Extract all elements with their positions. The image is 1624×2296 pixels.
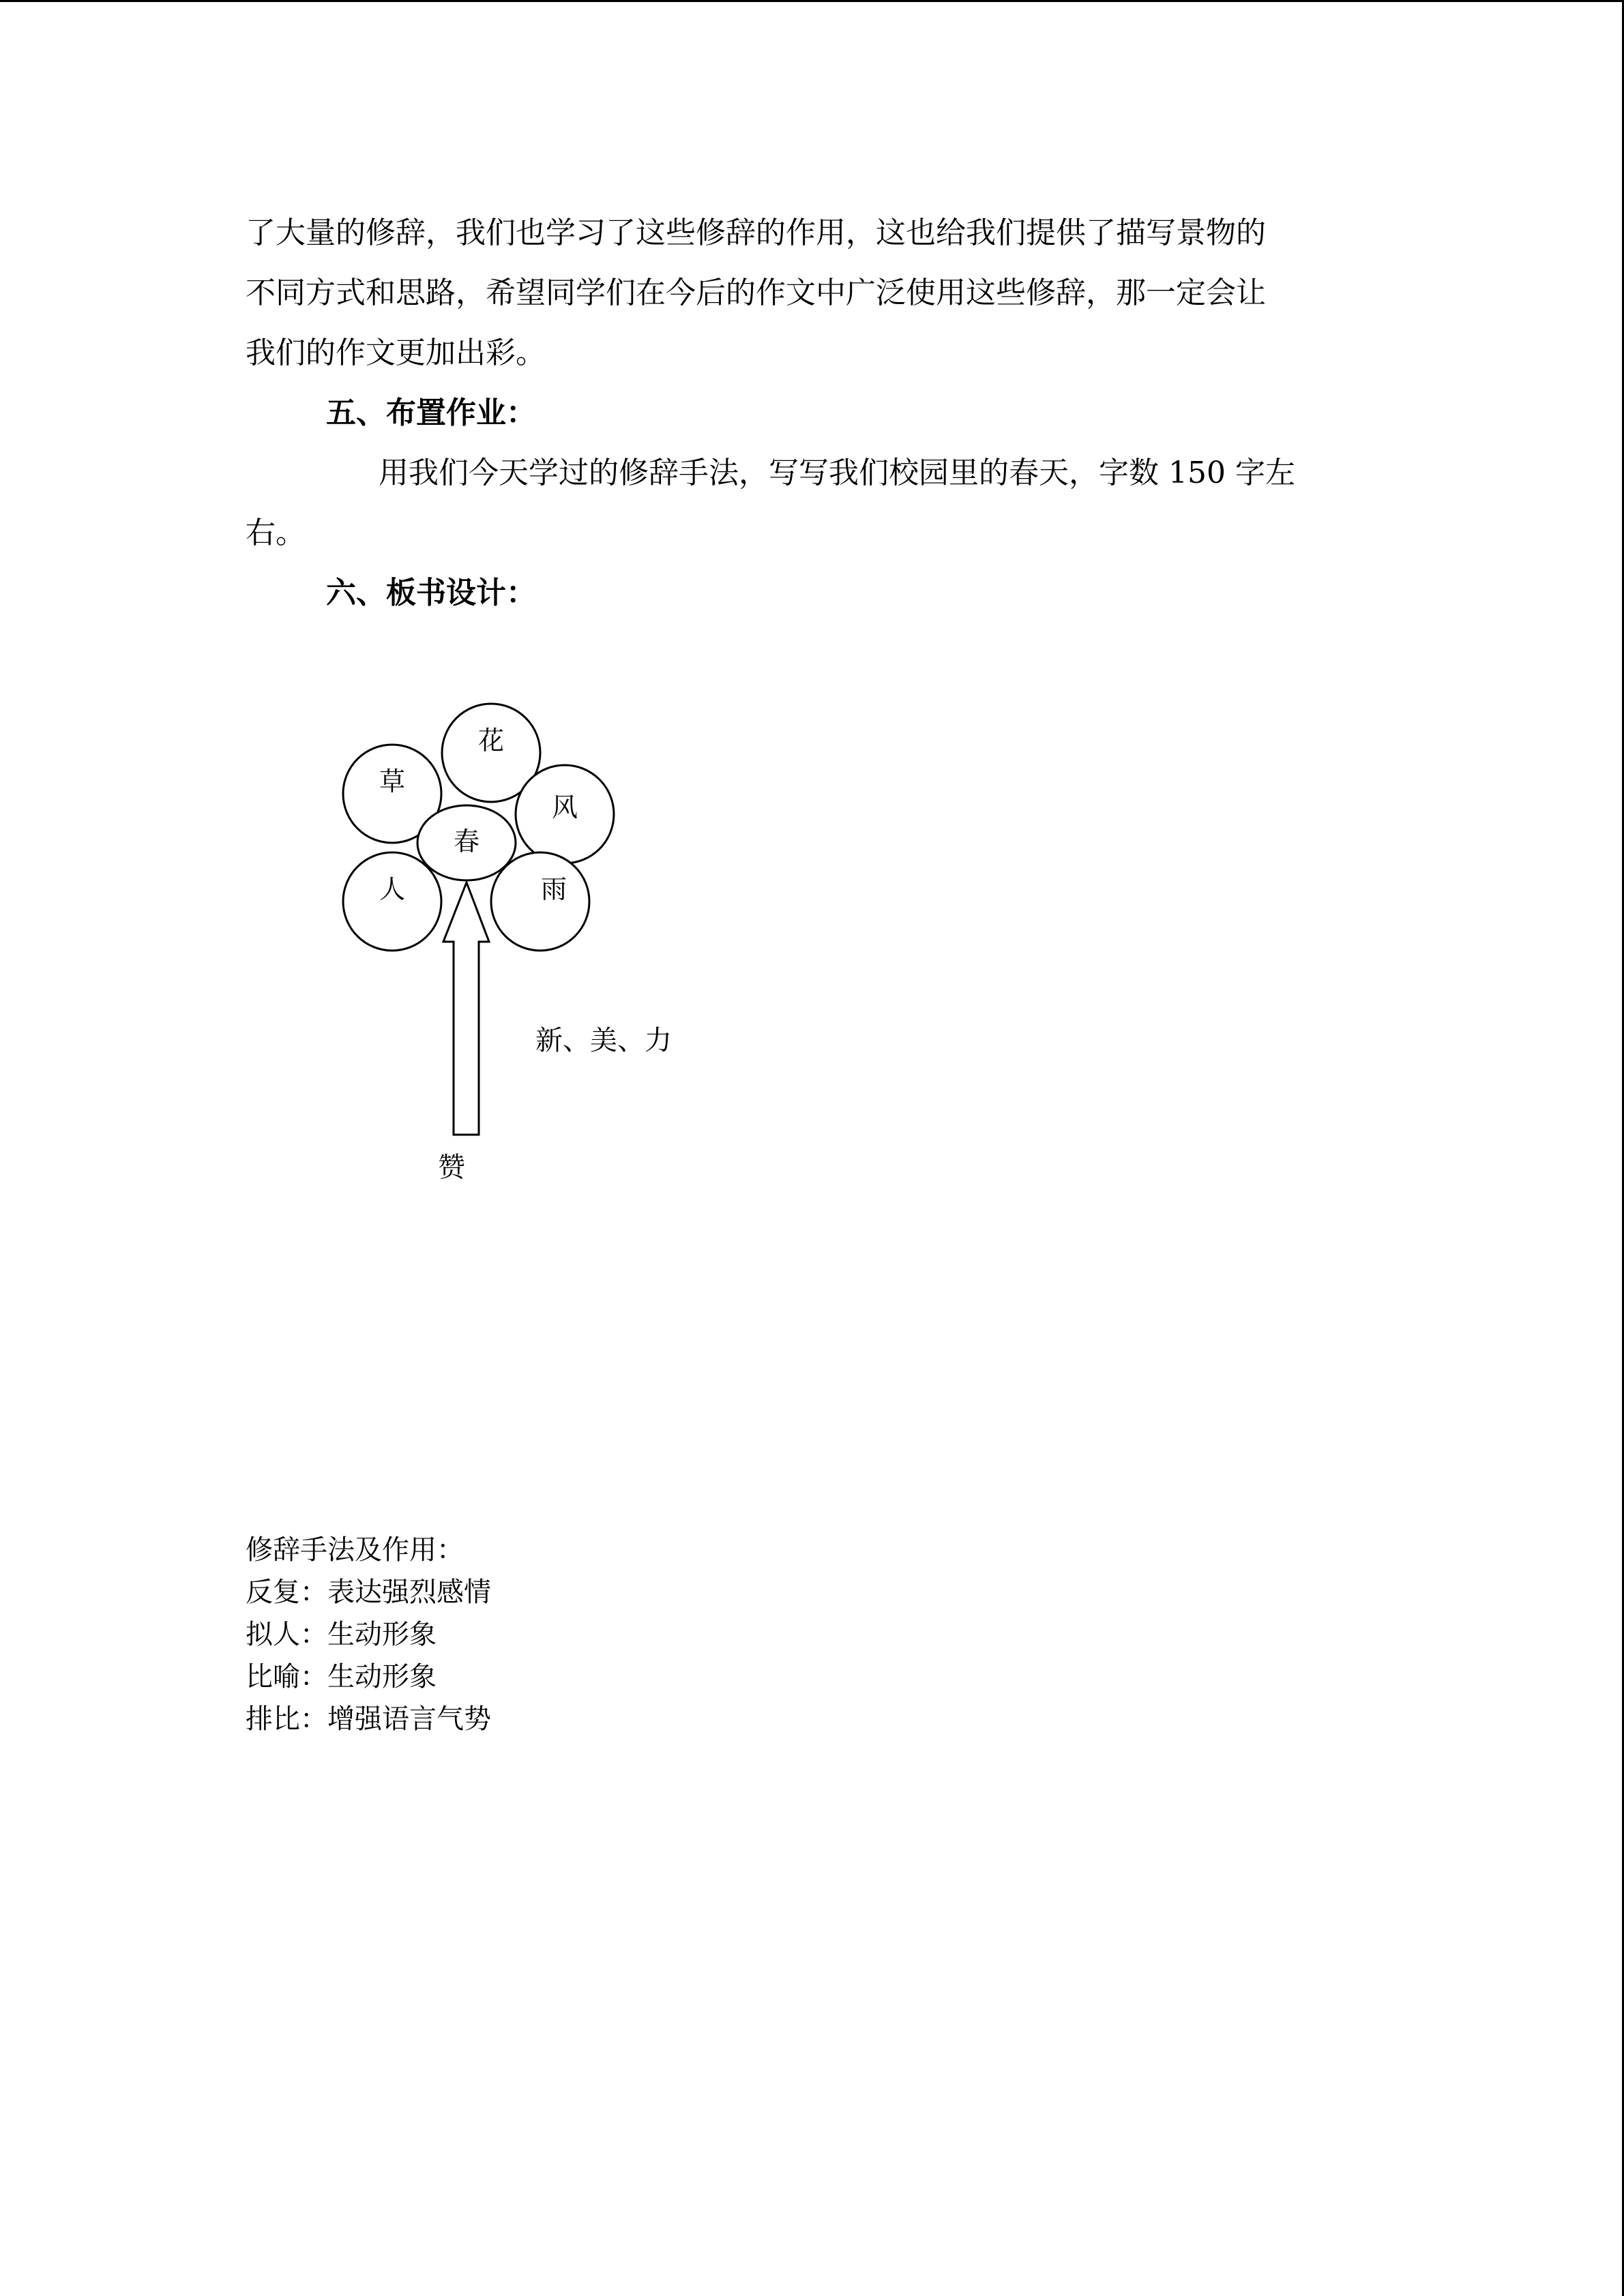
page-border-top <box>0 0 1624 2</box>
notes-item-repetition: 反复：表达强烈感情 <box>246 1577 491 1608</box>
rhetoric-notes <box>246 1529 491 1740</box>
paragraph-line-3: 我们的作文更加出彩。 <box>246 336 546 370</box>
homework-line-2: 右。 <box>246 516 306 550</box>
homework-heading: 五、布置作业： <box>326 396 536 430</box>
up-arrow <box>443 882 489 1135</box>
node-label-ren: 人 <box>379 874 405 904</box>
diagram-svg <box>327 682 709 1200</box>
paragraph-line-1: 了大量的修辞，我们也学习了这些修辞的作用，这也给我们提供了描写景物的 <box>246 215 1266 250</box>
node-label-cao: 草 <box>379 766 405 796</box>
node-label-yu: 雨 <box>540 874 567 904</box>
arrow-side-label: 新、美、力 <box>535 1025 672 1056</box>
notes-item-metaphor: 比喻：生动形象 <box>246 1661 437 1693</box>
notes-title: 修辞手法及作用： <box>246 1534 464 1566</box>
arrow-base-label: 赞 <box>438 1152 465 1183</box>
node-label-hua: 花 <box>477 726 504 756</box>
board-design-diagram <box>327 682 709 1200</box>
board-design-heading: 六、板书设计： <box>326 576 536 610</box>
node-label-chun: 春 <box>453 826 479 856</box>
node-label-feng: 风 <box>551 792 578 822</box>
notes-item-parallelism: 排比：增强语言气势 <box>246 1703 491 1735</box>
notes-item-personification: 拟人：生动形象 <box>246 1619 437 1650</box>
paragraph-line-2: 不同方式和思路，希望同学们在今后的作文中广泛使用这些修辞，那一定会让 <box>246 275 1266 310</box>
homework-line-1: 用我们今天学过的修辞手法，写写我们校园里的春天，字数 150 字左 <box>379 456 1295 490</box>
